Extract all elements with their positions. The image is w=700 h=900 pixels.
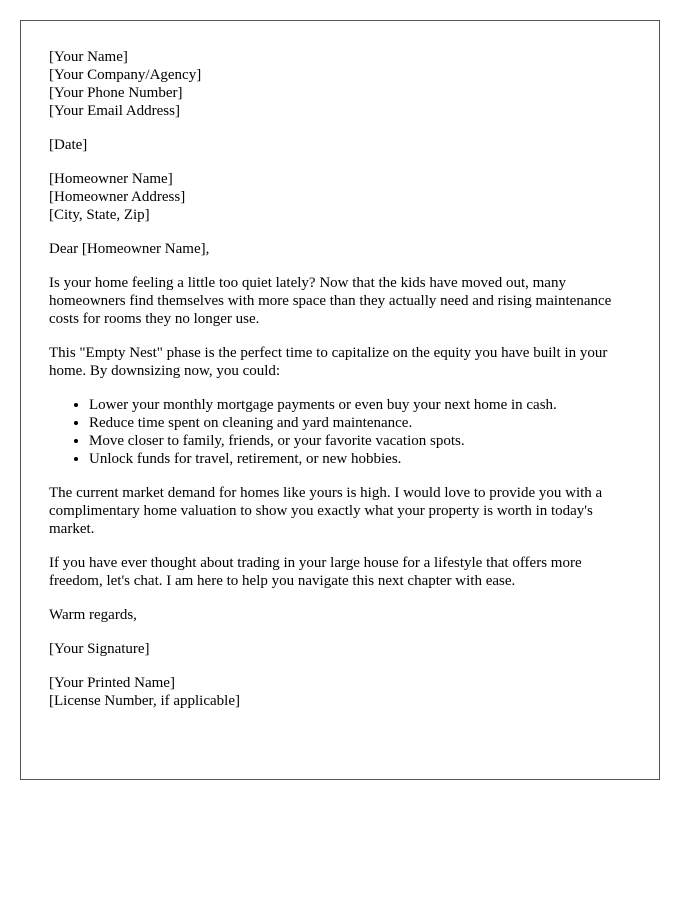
signature-placeholder: [Your Signature]	[49, 641, 150, 657]
printed-name-block	[49, 674, 639, 710]
list-item: • Unlock funds for travel, retirement, or new hobbies.	[89, 450, 639, 468]
sender-company: [Your Company/Agency]	[49, 67, 202, 83]
intro-paragraph: Is your home feeling a little too quiet lately? Now that the kids have moved out, many homeowners find themselves with more space than they actually need and rising maintenance costs for rooms they no longer use.	[49, 275, 612, 327]
recipient-address: [Homeowner Address]	[49, 189, 186, 205]
phase-paragraph: This "Empty Nest" phase is the perfect time to capitalize on the equity you have built in your home. By downsizing now, you could:	[49, 345, 608, 379]
recipient-city-state-zip: [City, State, Zip]	[49, 207, 150, 223]
letter-page	[20, 20, 660, 780]
sender-name: [Your Name]	[49, 49, 128, 65]
list-item: • Move closer to family, friends, or your favorite vacation spots.	[89, 432, 639, 450]
sender-phone: [Your Phone Number]	[49, 85, 183, 101]
valediction: Warm regards,	[49, 607, 137, 623]
market-paragraph: The current market demand for homes like yours is high. I would love to provide you with a complimentary home valuation to show you exactly what your property is worth in today's market.	[49, 485, 603, 537]
license-number: [License Number, if applicable]	[49, 693, 240, 709]
date-block	[49, 136, 639, 154]
salutation: Dear [Homeowner Name],	[49, 241, 210, 257]
letter-date: [Date]	[49, 137, 88, 153]
printed-name: [Your Printed Name]	[49, 675, 175, 691]
benefits-list	[49, 396, 639, 468]
list-item: • Lower your monthly mortgage payments or even buy your next home in cash.	[89, 396, 639, 414]
sender-email: [Your Email Address]	[49, 103, 180, 119]
closing-paragraph: If you have ever thought about trading in your large house for a lifestyle that offers more freedom, let's chat. I am here to help you navigate this next chapter with ease.	[49, 555, 582, 589]
sender-block	[49, 48, 639, 120]
recipient-name: [Homeowner Name]	[49, 171, 173, 187]
letter-body	[49, 48, 639, 726]
recipient-block	[49, 170, 639, 224]
list-item: • Reduce time spent on cleaning and yard maintenance.	[89, 414, 639, 432]
